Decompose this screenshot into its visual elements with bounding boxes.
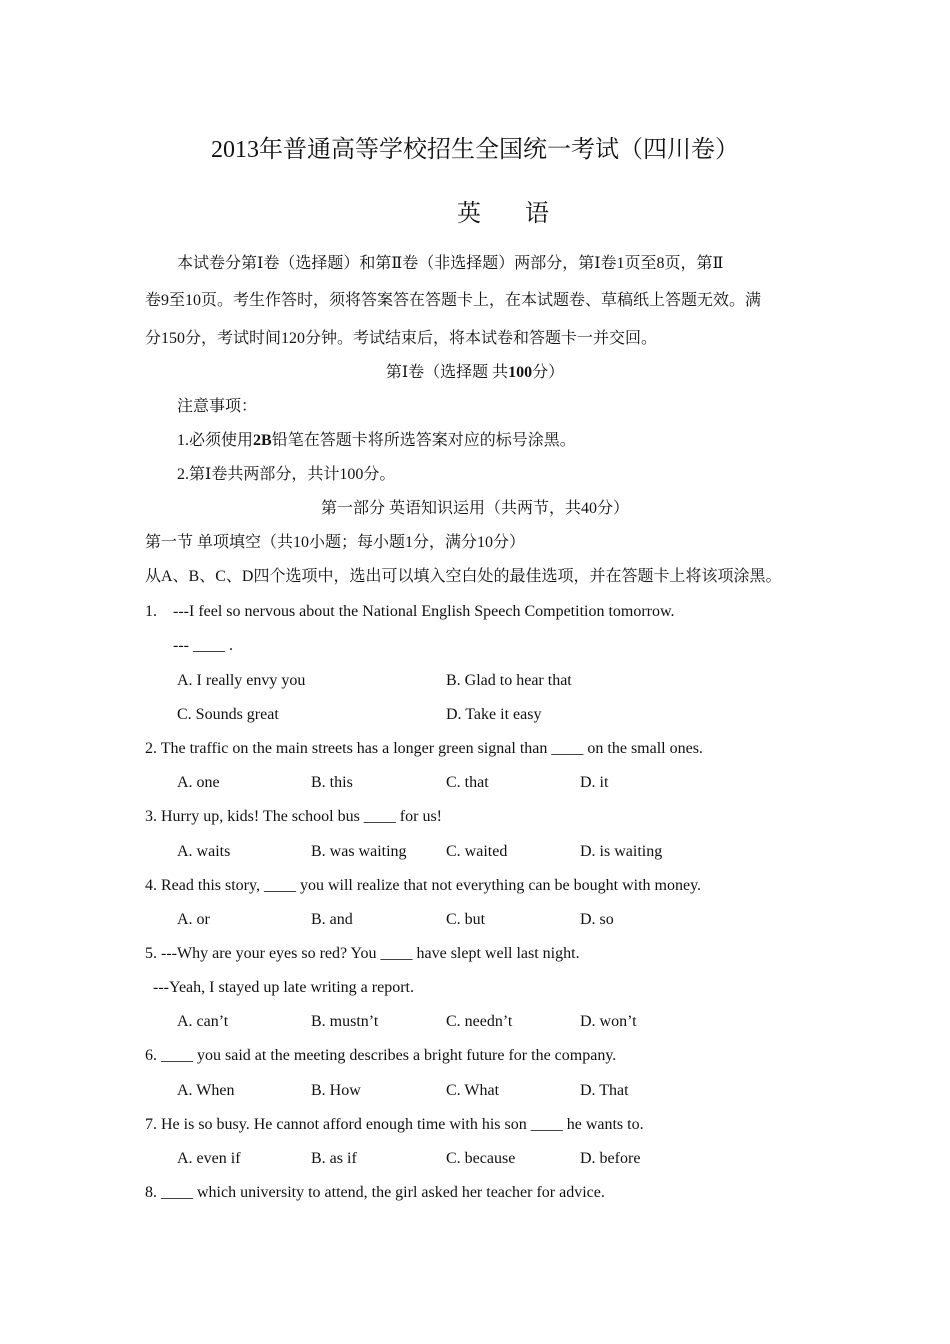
subject-title: 英语 (457, 201, 593, 227)
q5-option-d: D. won’t (580, 1013, 637, 1030)
instruction: 从A、B、C、D四个选项中，选出可以填入空白处的最佳选项，并在答题卡上将该项涂黑。 (145, 568, 782, 585)
question-4-stem: 4. Read this story, ____ you will realize that not everything can be bought with money. (145, 877, 702, 894)
q2-option-b: B. this (311, 774, 353, 791)
part1-header-prefix: 第Ⅰ卷（选择题 共 (385, 364, 509, 381)
q3-option-c: C. waited (446, 843, 508, 860)
question-1-response: --- ____ . (173, 637, 233, 654)
part1-header-score: 100 (508, 364, 533, 381)
intro-line-3: 分150分，考试时间120分钟。考试结束后，将本试卷和答题卡一并交回。 (145, 330, 658, 347)
question-1-number: 1. (145, 603, 157, 620)
q7-option-c: C. because (446, 1150, 516, 1167)
notice-item-1 (177, 433, 576, 449)
part1-header-suffix: 分） (532, 364, 565, 381)
q5-option-b: B. mustn’t (311, 1013, 379, 1030)
q6-option-a: A. When (177, 1082, 235, 1099)
q6-option-c: C. What (446, 1082, 500, 1099)
q5-option-a: A. can’t (177, 1013, 229, 1030)
q2-option-a: A. one (177, 774, 220, 791)
notice-heading: 注意事项： (177, 398, 258, 415)
question-3-stem: 3. Hurry up, kids! The school bus ____ for us! (145, 808, 443, 825)
question-2-stem: 2. The traffic on the main streets has a longer green signal than ____ on the small ones. (145, 740, 703, 757)
question-1-stem: ---I feel so nervous about the National English Speech Competition tomorrow. (173, 603, 675, 620)
exam-title: 2013年普通高等学校招生全国统一考试（四川卷） (211, 137, 739, 163)
q7-option-a: A. even if (177, 1150, 241, 1167)
q3-option-d: D. is waiting (580, 843, 663, 860)
q5-option-c: C. needn’t (446, 1013, 513, 1030)
notice-item-1-suffix: 铅笔在答题卡将所选答案对应的标号涂黑。 (271, 432, 576, 449)
part1-header (0, 365, 950, 381)
question-5-stem: 5. ---Why are your eyes so red? You ____ have slept well last night. (145, 945, 580, 962)
subsection1-header: 第一节 单项填空（共10小题；每小题1分，满分10分） (145, 534, 526, 551)
q7-option-b: B. as if (311, 1150, 357, 1167)
q1-option-c: C. Sounds great (177, 706, 279, 723)
q4-option-d: D. so (580, 911, 614, 928)
q3-option-b: B. was waiting (311, 843, 407, 860)
q7-option-d: D. before (580, 1150, 641, 1167)
q4-option-a: A. or (177, 911, 210, 928)
notice-item-1-prefix: 1.必须使用 (177, 432, 254, 449)
notice-item-2: 2.第Ⅰ卷共两部分，共计100分。 (177, 466, 396, 483)
q4-option-c: C. but (446, 911, 486, 928)
question-6-stem: 6. ____ you said at the meeting describes a bright future for the company. (145, 1047, 617, 1064)
section1-header: 第一部分 英语知识运用（共两节，共40分） (320, 500, 629, 517)
intro-line-1: 本试卷分第Ⅰ卷（选择题）和第Ⅱ卷（非选择题）两部分，第Ⅰ卷1页至8页，第Ⅱ (177, 255, 724, 272)
q6-option-b: B. How (311, 1082, 361, 1099)
q1-option-d: D. Take it easy (446, 706, 542, 723)
question-8-stem: 8. ____ which university to attend, the girl asked her teacher for advice. (145, 1184, 605, 1201)
q4-option-b: B. and (311, 911, 353, 928)
q1-option-b: B. Glad to hear that (446, 672, 572, 689)
intro-line-2: 卷9至10页。考生作答时，须将答案答在答题卡上，在本试题卷、草稿纸上答题无效。满 (145, 292, 762, 309)
q3-option-a: A. waits (177, 843, 231, 860)
question-5-response: ---Yeah, I stayed up late writing a report. (153, 979, 414, 996)
q2-option-c: C. that (446, 774, 489, 791)
notice-item-1-bold: 2B (253, 432, 272, 449)
q2-option-d: D. it (580, 774, 609, 791)
q6-option-d: D. That (580, 1082, 629, 1099)
q1-option-a: A. I really envy you (177, 672, 306, 689)
question-7-stem: 7. He is so busy. He cannot afford enough time with his son ____ he wants to. (145, 1116, 644, 1133)
